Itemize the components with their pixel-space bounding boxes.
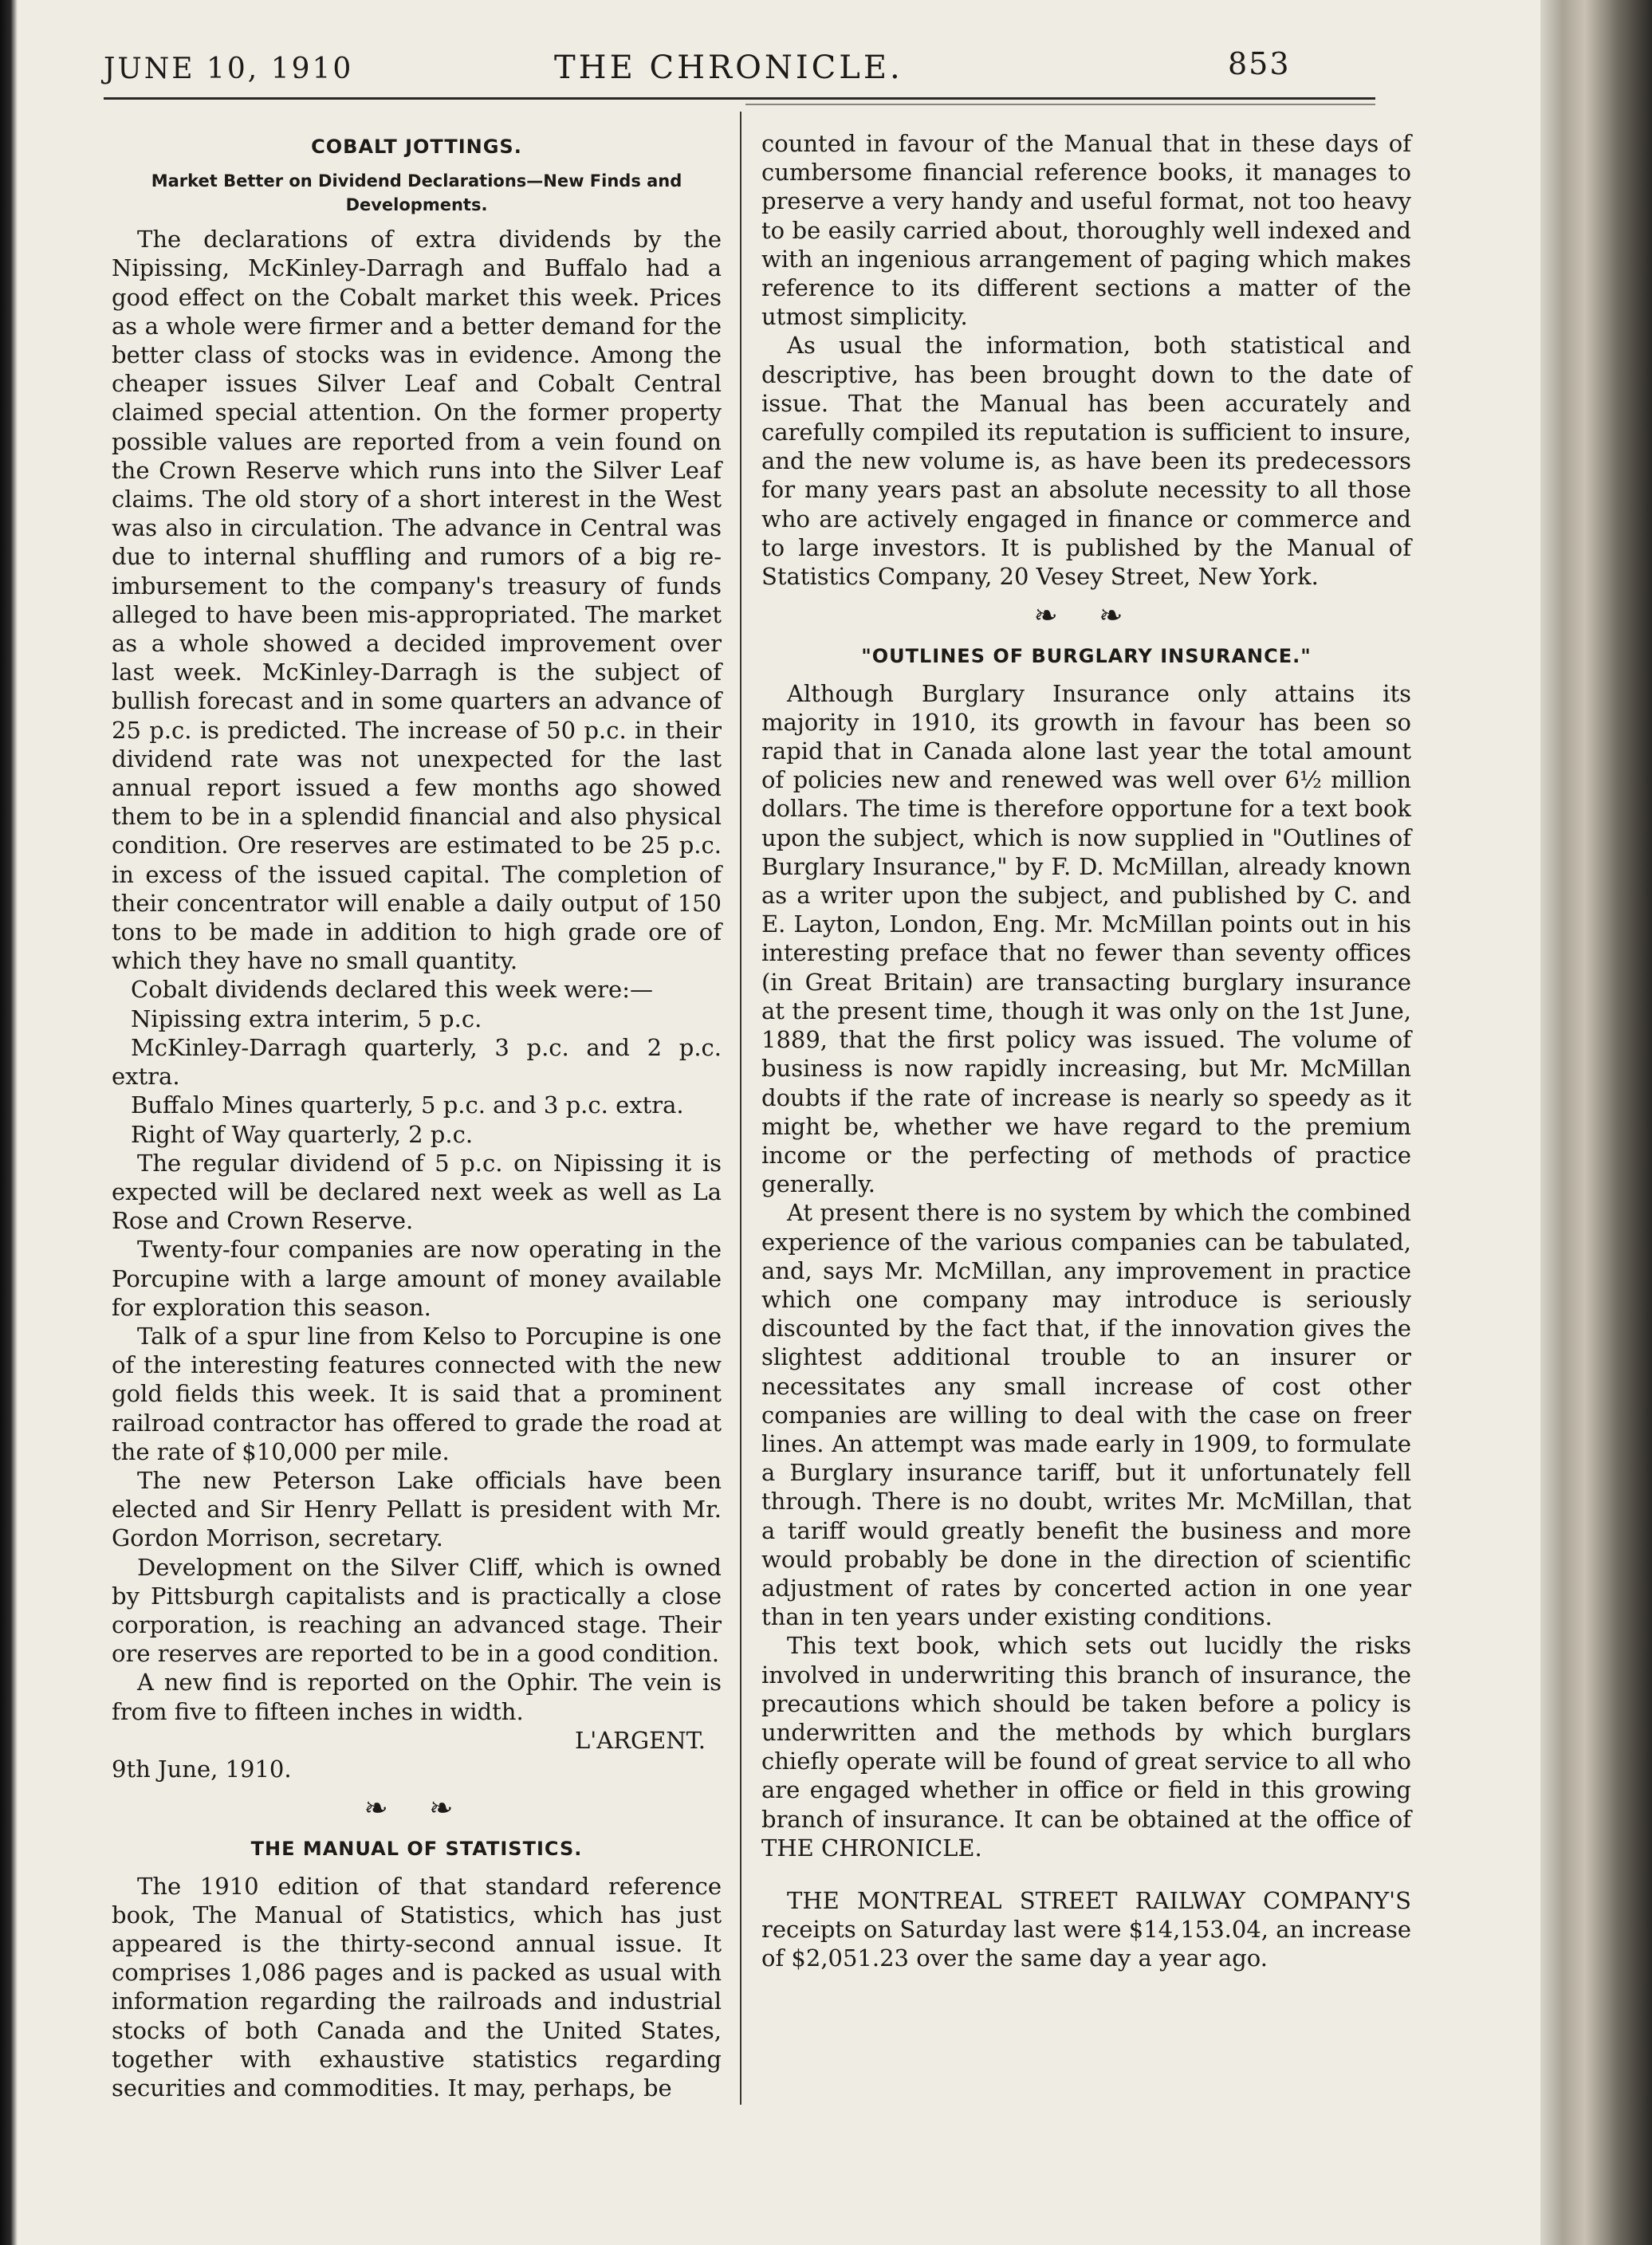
cobalt-dividend-item: Right of Way quarterly, 2 p.c. <box>131 1120 474 1148</box>
cobalt-dividends-intro: Cobalt dividends declared this week were:— <box>131 976 653 1004</box>
cobalt-dividend-item: Nipissing extra interim, 5 p.c. <box>131 1005 482 1032</box>
cobalt-paragraph-4: Talk of a spur line from Kelso to Porcupine is one of the interesting features connected with the new gold fields this week. It is said that a prominent railroad contractor has offered to grade the road at the rate of $10,000 per mile. <box>112 1322 722 1465</box>
publication-title: THE CHRONICLE. <box>554 49 903 86</box>
cobalt-dividend-item: Buffalo Mines quarterly, 5 p.c. and 3 p.c. extra. <box>131 1091 684 1119</box>
manual-paragraph-1-start: The 1910 edition of that standard reference book, The Manual of Statistics, which has just appeared is the thirty-second annual issue. It comprises 1,086 pages and is packed as usual with information regarding the railroads and industrial stocks of both Canada and the United States, together with exhaustive statistics regarding securities and commodities. It may, perhaps, be <box>112 1872 722 2101</box>
cobalt-paragraph-6: Development on the Silver Cliff, which is owned by Pittsburgh capitalists and is practically a close corporation, is reaching an advanced stage. Their ore reserves are reported to be in a good condition. <box>112 1553 722 1668</box>
cobalt-dateline: 9th June, 1910. <box>112 1755 292 1783</box>
cobalt-signature: L'ARGENT. <box>574 1726 706 1754</box>
page-number: 853 <box>1228 46 1291 81</box>
column-divider <box>740 112 741 2105</box>
right-column <box>761 129 1411 1973</box>
burglary-title: "OUTLINES OF BURGLARY INSURANCE." <box>861 645 1312 668</box>
burglary-paragraph-3: This text book, which sets out lucidly the risks involved in underwriting this branch of insurance, the precautions which should be taken before a policy is underwritten and the methods by which burglars chiefly operate will be found of great service to all who are engaged whether in office or field in this growing branch of insurance. It can be obtained at the office of THE CHRONICLE. <box>761 1632 1411 1862</box>
left-column <box>112 128 722 2102</box>
manual-title: THE MANUAL OF STATISTICS. <box>250 1838 583 1861</box>
cobalt-paragraph-7: A new find is reported on the Ophir. The vein is from five to fifteen inches in width. <box>112 1669 722 1725</box>
section-ornament: ❧ ❧ <box>1033 600 1139 633</box>
cobalt-subtitle: Market Better on Dividend Declarations—New Finds and Developments. <box>151 171 682 215</box>
header-rule <box>104 97 1375 100</box>
section-ornament: ❧ ❧ <box>364 1792 470 1826</box>
page-binding-shadow <box>0 0 18 2245</box>
issue-date: JUNE 10, 1910 <box>104 53 354 85</box>
cobalt-paragraph-3: Twenty-four companies are now operating in the Porcupine with a large amount of money available for exploration this season. <box>112 1236 722 1321</box>
header-rule-secondary <box>745 104 1375 105</box>
cobalt-paragraph-5: The new Peterson Lake officials have been elected and Sir Henry Pellatt is president with Mr. Gordon Morrison, secretary. <box>112 1466 722 1552</box>
cobalt-dividend-item: McKinley-Darragh quarterly, 3 p.c. and 2 p.c. extra. <box>112 1033 722 1091</box>
burglary-paragraph-2: At present there is no system by which the combined experience of the various companies can be tabulated, and, says Mr. McMillan, any improvement in practice which one company may introduce is seriously discounted by the fact that, if the innovation gives the slightest additional trouble to an insurer or necessitates any small increase of cost other companies are willing to deal with the case on freer lines. An attempt was made early in 1909, to formulate a Burglary insurance tariff, but it unfortunately fell through. There is no doubt, writes Mr. McMillan, that a tariff would greatly benefit the business and more would probably be done in the direction of scientific adjustment of rates by concerted action in one year than in ten years under existing conditions. <box>761 1199 1411 1631</box>
page-header <box>104 46 1379 102</box>
tramway-receipts: THE MONTREAL STREET RAILWAY COMPANY'S receipts on Saturday last were $14,153.04, an increase of $2,051.23 over the same day a year ago. <box>761 1886 1411 1972</box>
cobalt-title: COBALT JOTTINGS. <box>311 136 522 158</box>
manual-paragraph-2: As usual the information, both statistical and descriptive, has been brought down to the date of issue. That the Manual has been accurately and carefully compiled its reputation is sufficient to insure, and the new volume is, as have been its predecessors for many years past an absolute necessity to all those who are actively engaged in finance or commerce and to large investors. It is published by the Manual of Statistics Company, 20 Vesey Street, New York. <box>761 332 1411 591</box>
page-edge-right <box>1540 0 1652 2245</box>
cobalt-paragraph-1: The declarations of extra dividends by the Nipissing, McKinley-Darragh and Buffalo had a good effect on the Cobalt market this week. Prices as a whole were firmer and a better demand for the better class of stocks was in evidence. Among the cheaper issues Silver Leaf and Cobalt Central claimed special attention. On the former property possible values are reported from a vein found on the Crown Reserve which runs into the Silver Leaf claims. The old story of a short interest in the West was also in circulation. The advance in Central was due to internal shuffling and rumors of a big re-imbursement to the company's treasury of funds alleged to have been mis-appropriated. The market as a whole showed a decided improvement over last week. McKinley-Darragh is the subject of bullish forecast and in some quarters an advance of 25 p.c. is predicted. The increase of 50 p.c. in their dividend rate was not unexpected for the last annual report issued a few months ago showed them to be in a splendid financial and also physical condition. Ore reserves are estimated to be 25 p.c. in excess of the issued capital. The completion of their concentrator will enable a daily output of 150 tons to be made in addition to high grade ore of which they have no small quantity. <box>112 226 722 975</box>
cobalt-paragraph-2: The regular dividend of 5 p.c. on Nipissing it is expected will be declared next week as well as La Rose and Crown Reserve. <box>112 1149 722 1235</box>
manual-paragraph-1-continued: counted in favour of the Manual that in these days of cumbersome financial reference books, it manages to preserve a very handy and useful format, not too heavy to be easily carried about, thoroughly well indexed and with an ingenious arrangement of paging which makes reference to its different sections a matter of the utmost simplicity. <box>761 130 1411 331</box>
burglary-paragraph-1: Although Burglary Insurance only attains its majority in 1910, its growth in favour has been so rapid that in Canada alone last year the total amount of policies new and renewed was well over 6½ million dollars. The time is therefore opportune for a text book upon the subject, which is now supplied in "Outlines of Burglary Insurance," by F. D. McMillan, already known as a writer upon the subject, and published by C. and E. Layton, London, Eng. Mr. McMillan points out in his interesting preface that no fewer than seventy offices (in Great Britain) are transacting burglary insurance at the present time, though it was only on the 1st June, 1889, that the first policy was issued. The volume of business is now rapidly increasing, but Mr. McMillan doubts if the rate of increase is nearly so speedy as it might be, whether we have regard to the premium income or the perfecting of methods of practice generally. <box>761 679 1411 1198</box>
